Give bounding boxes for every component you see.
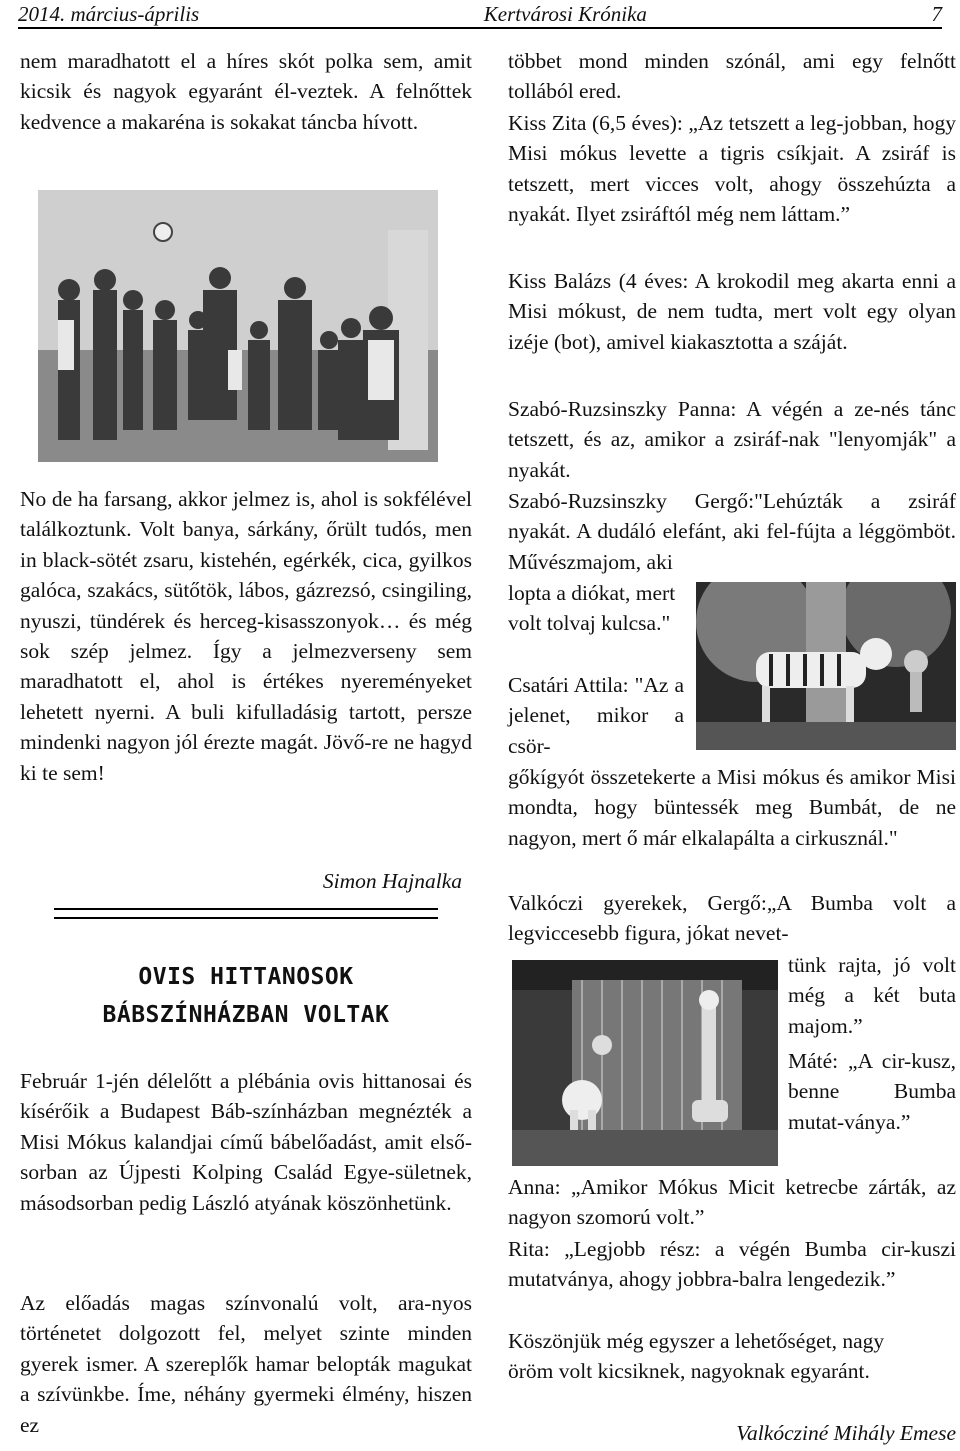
journal-title: Kertvárosi Krónika xyxy=(483,2,647,26)
author-valkoczine: Valkócziné Mihály Emese xyxy=(736,1421,956,1445)
left-paragraph-1: nem maradhatott el a híres skót polka sem, amit kicsik és nagyok egyaránt él-veztek. A felnőttek kedvence a makaréna is sokakat táncba hívott. xyxy=(20,49,472,134)
section-divider xyxy=(54,908,438,919)
right-paragraph-2: Kiss Zita (6,5 éves): „Az tetszett a leg-jobban, hogy Misi mókus levette a tigris csíkjait. A zsiráf is tetszett, mert vicces volt, ahogy összehúzta a nyakát. Ilyet zsiráftól még nem láttam.” xyxy=(508,111,956,227)
right-paragraph-1: többet mond minden szónál, ami egy felnőtt tollából ered. xyxy=(508,49,956,104)
right-paragraph-6-wrap: gőkígyót összetekerte a Misi mókus és amikor Misi mondta, hogy büntessék meg Bumbát, de ne nagyon, mert ő már elkalapálta a cirkusznál." xyxy=(508,765,956,850)
header-rule xyxy=(18,27,942,29)
puppet-tiger-photo xyxy=(696,582,956,750)
right-paragraph-7: Valkóczi gyerekek, Gergő:„A Bumba volt a legviccesebb figura, jókat nevet- xyxy=(508,891,956,946)
right-paragraph-8: Máté: „A cir-kusz, benne Bumba mutat-ványa.” xyxy=(788,1049,956,1134)
right-paragraph-3: Kiss Balázs (4 éves: A krokodil meg akarta enni a Misi mókust, de nem tudta, mert volt egy olyan izéje (bot), amivel kiakasztotta a száját. xyxy=(508,269,956,354)
right-paragraph-4: Szabó-Ruzsinszky Panna: A végén a ze-nés tánc tetszett, és az, amikor a zsiráf-nak "lenyomják" a nyakát. xyxy=(508,397,956,482)
costume-group-photo xyxy=(38,190,438,462)
right-paragraph-5-wrap: lopta a diókat, mert volt tolvaj kulcsa." xyxy=(508,581,676,636)
right-paragraph-11: Köszönjük még egyszer a lehetőséget, nagy öröm volt kicsiknek, nagyoknak egyaránt. xyxy=(508,1329,885,1384)
issue-date: 2014. március-április xyxy=(18,2,200,26)
puppet-giraffe-photo xyxy=(512,960,778,1166)
page-header xyxy=(18,2,942,26)
right-paragraph-5: Szabó-Ruzsinszky Gergő:"Lehúzták a zsiráf nyakát. A dudáló elefánt, aki fel-fújta a léggömböt. Művészmajom, aki xyxy=(508,489,956,574)
left-paragraph-2: No de ha farsang, akkor jelmez is, ahol is sokfélével találkoztunk. Volt banya, sárkány, őrült tudós, men in black-sötét zsaru, kistehén, egérkék, cica, gyilkos galóca, szakács, sütőtök, lábos, gázrezsó, csingiling, nyuszi, tündérek és herceg-kisasszonyok… és még sok szép jelmez. Így a jelmezverseny sem maradhatott el, ahol is értékes nyereményeket lehetett nyerni. A buli kifulladásig tartott, persze mindenki nagyon jól érezte magát. Jövő-re ne hagyd ki te sem! xyxy=(20,487,472,785)
right-paragraph-9: Anna: „Amikor Mókus Micit ketrecbe zárták, az nagyon szomorú volt.” xyxy=(508,1175,956,1230)
article-title-line-2: BÁBSZÍNHÁZBAN VOLTAK xyxy=(102,1002,390,1028)
left-paragraph-4: Az előadás magas színvonalú volt, ara-nyos történetet dolgozott fel, melyet szinte minden gyerek ismer. A szereplők hamar belopták magukat a szívünkbe. Íme, néhány gyermeki élmény, hiszen ez xyxy=(20,1291,472,1437)
right-paragraph-7-wrap: tünk rajta, jó volt még a két buta majom.” xyxy=(788,953,956,1038)
right-paragraph-6: Csatári Attila: "Az a jelenet, mikor a csör- xyxy=(508,673,684,758)
left-paragraph-3: Február 1-jén délelőtt a plébánia ovis hittanosai és kísérőik a Budapest Báb-színházban megnézték a Misi Mókus kalandjai című bábelőadást, amit első-sorban az Újpesti Kolping Család Egye-sületnek, másodsorban pedig László atyának köszönhetünk. xyxy=(20,1069,472,1215)
author-simon-hajnalka: Simon Hajnalka xyxy=(322,869,462,893)
page-number: 7 xyxy=(931,2,942,26)
right-paragraph-10: Rita: „Legjobb rész: a végén Bumba cir-kuszi mutatványa, ahogy jobbra-balra lengedezik.” xyxy=(508,1237,956,1292)
article-title xyxy=(20,958,472,1034)
article-title-line-1: OVIS HITTANOSOK xyxy=(138,964,354,990)
